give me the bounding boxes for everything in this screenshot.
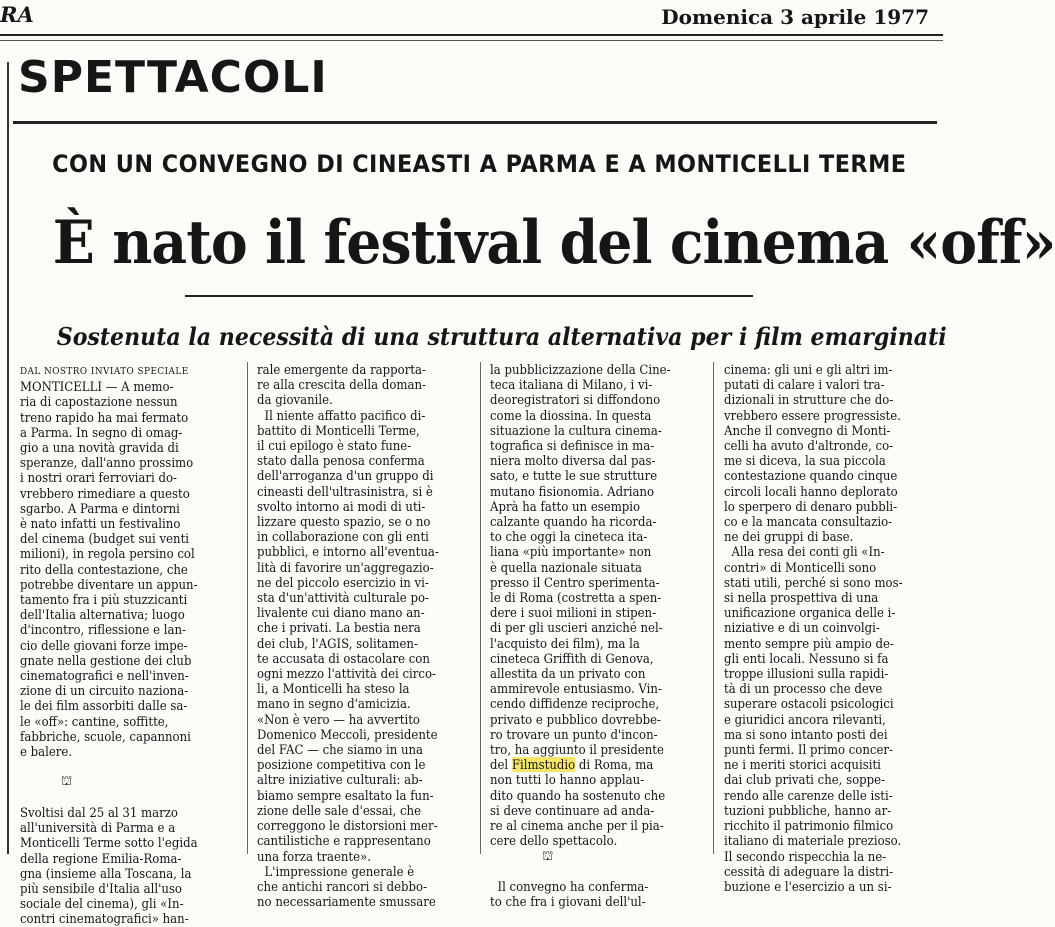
byline: DAL NOSTRO INVIATO SPECIALE (20, 366, 189, 377)
ornament-icon: ⛫ (542, 848, 554, 864)
paragraph: di Roma, ma non tutti lo hanno applau- dito quando ha sostenuto che si deve continuare ad anda- re al cinema anche per il pia- cere dello spettacolo. (490, 757, 666, 849)
article-column-4 (724, 362, 903, 894)
subheadline: Sostenuta la necessità di una struttura alternativa per i film emarginati (56, 322, 947, 351)
article-column-3 (490, 362, 671, 909)
top-rule (0, 34, 943, 41)
kicker: CON UN CONVEGNO DI CINEASTI A PARMA E A MONTICELLI TERME (52, 150, 907, 178)
article-column-2 (257, 362, 439, 909)
article-column-1 (20, 362, 198, 927)
column-rule (247, 362, 248, 854)
paragraph: MONTICELLI — A memo- ria di capostazione nessun treno rapido ha mai fermato a Parma. In segno di omag- gio a una novità gravida di speranze, dall'anno prossimo i nostri orari ferroviari do- vrebbero rimediare a questo sgarbo. A Parma e dintorni è nato infatti un festivalino del cinema (budget sui venti milioni), in regola persino col rito della contestazione, che potrebbe diventare un appun- tamento fra i più stuzzicanti dell'Italia alternativa; luogo d'incontro, riflessione e lan- cio delle giovani forze impe- gnate nella gestione dei club cinematografici e nell'inven- zione di un circuito naziona- le dei film assorbiti dalle sa- le «off»: cantine, soffitte, fabbriche, scuole, capannoni e balere. (20, 379, 198, 760)
paragraph: Svoltisi dal 25 al 31 marzo all'università di Parma e a Monticelli Terme sotto l'egida della regione Emilia-Roma- gna (insieme alla Toscana, la più sensibile d'Italia all'uso sociale del cinema), gli «In- contri cinematografici» han- (20, 804, 198, 927)
headline-rule (185, 295, 753, 297)
paragraph: rale emergente da rapporta- re alla crescita della doman- da giovanile. Il niente affatto pacifico di- battito di Monticelli Terme, il cui epilogo è stato fune- stato dalla penosa conferma dell'arroganza d'un gruppo di cineasti dell'ultrasinistra, si è svolto intorno ai modi di uti- lizzare questo spazio, se o no in collaborazione con gli enti pubblici, e intorno all'eventua- lità di favorire un'aggregazio- ne del piccolo esercizio in vi- sta d'un'attività culturale po- livalente cui diano mano an- che i privati. La bestia nera dei club, l'AGIS, solitamen- te accusata di ostacolare con ogni mezzo l'attività dei circo- li, a Monticelli ha steso la mano in segno d'amicizia. «Non è vero — ha avvertito Domenico Meccoli, presidente del FAC — che siamo in una posizione competitiva con le altre iniziative culturali: ab- biamo sempre esaltato la fun- zione delle sale d'essai, che correggono le distorsioni mer- cantilistiche e rappresentano una forza traente». L'impressione generale è che antichi rancori si debbo- no necessariamente smussare (257, 362, 439, 910)
headline: È nato il festival del cinema «off» (52, 208, 1055, 278)
section-title: SPETTACOLI (18, 52, 328, 103)
paragraph: la pubblicizzazione della Cine- teca italiana di Milano, i vi- deoregistratori si diffondono come la diossina. In questa situazione la cultura cinema- tografica si definisce in ma- niera molto diversa dal pas- sato, e tutte le sue strutture mutano fisionomia. Adriano Aprà ha fatto un esempio calzante quando ha ricorda- to che oggi la cineteca ita- liana «più importante» non è quella nazionale situata presso il Centro sperimenta- le di Roma (costretta a spen- dere i suoi milioni in stipen- di per gli uscieri anziché nel- l'acquisto dei film), ma la cineteca Griffith di Genova, allestita da un privato con ammirevole entusiasmo. Vin- cendo diffidenze reciproche, privato e pubblico dovrebbe- ro trovare un punto d'incon- tro, ha aggiunto il presidente del (490, 362, 671, 773)
highlighted-term: Filmstudio (511, 757, 576, 773)
column-rule (713, 362, 714, 854)
ornament-icon: ⛫ (60, 774, 73, 790)
column-rule (480, 362, 481, 854)
left-margin-rule (7, 62, 9, 854)
paragraph: cinema: gli uni e gli altri im- putati di calare i valori tra- dizionali in strutture che do- vrebbero essere progressiste. Anche il convegno di Monti- celli ha avuto d'altronde, co- me si diceva, la sua piccola contestazione quando cinque circoli locali hanno deplorato lo sperpero di denaro pubbli- co e la mancata consultazio- ne dei gruppi di base. Alla resa dei conti gli «In- contri» di Monticelli sono stati utili, perché si sono mos- si nella prospettiva di una unificazione organica delle i- niziative e di un coinvolgi- mento sempre più ampio de- gli enti locali. Nessuno si fa troppe illusioni sulla rapidi- tà di un processo che deve superare ostacoli psicologici e giuridici ancora rilevanti, ma si sono intanto posti dei punti fermi. Il primo concer- ne i meriti storici acquisiti dai club privati che, soppe- rendo alle carenze delle isti- tuzioni pubbliche, hanno ar- ricchito il patrimonio filmico italiano di materiale prezioso. Il secondo rispecchia la ne- cessità di adeguare la distri- buzione e l'esercizio a un si- (724, 362, 903, 894)
paragraph: Il convegno ha conferma- to che fra i giovani dell'ul- (490, 878, 649, 910)
page-corner-label: RA (0, 2, 34, 27)
section-rule (13, 121, 937, 124)
page-date: Domenica 3 aprile 1977 (661, 5, 929, 29)
